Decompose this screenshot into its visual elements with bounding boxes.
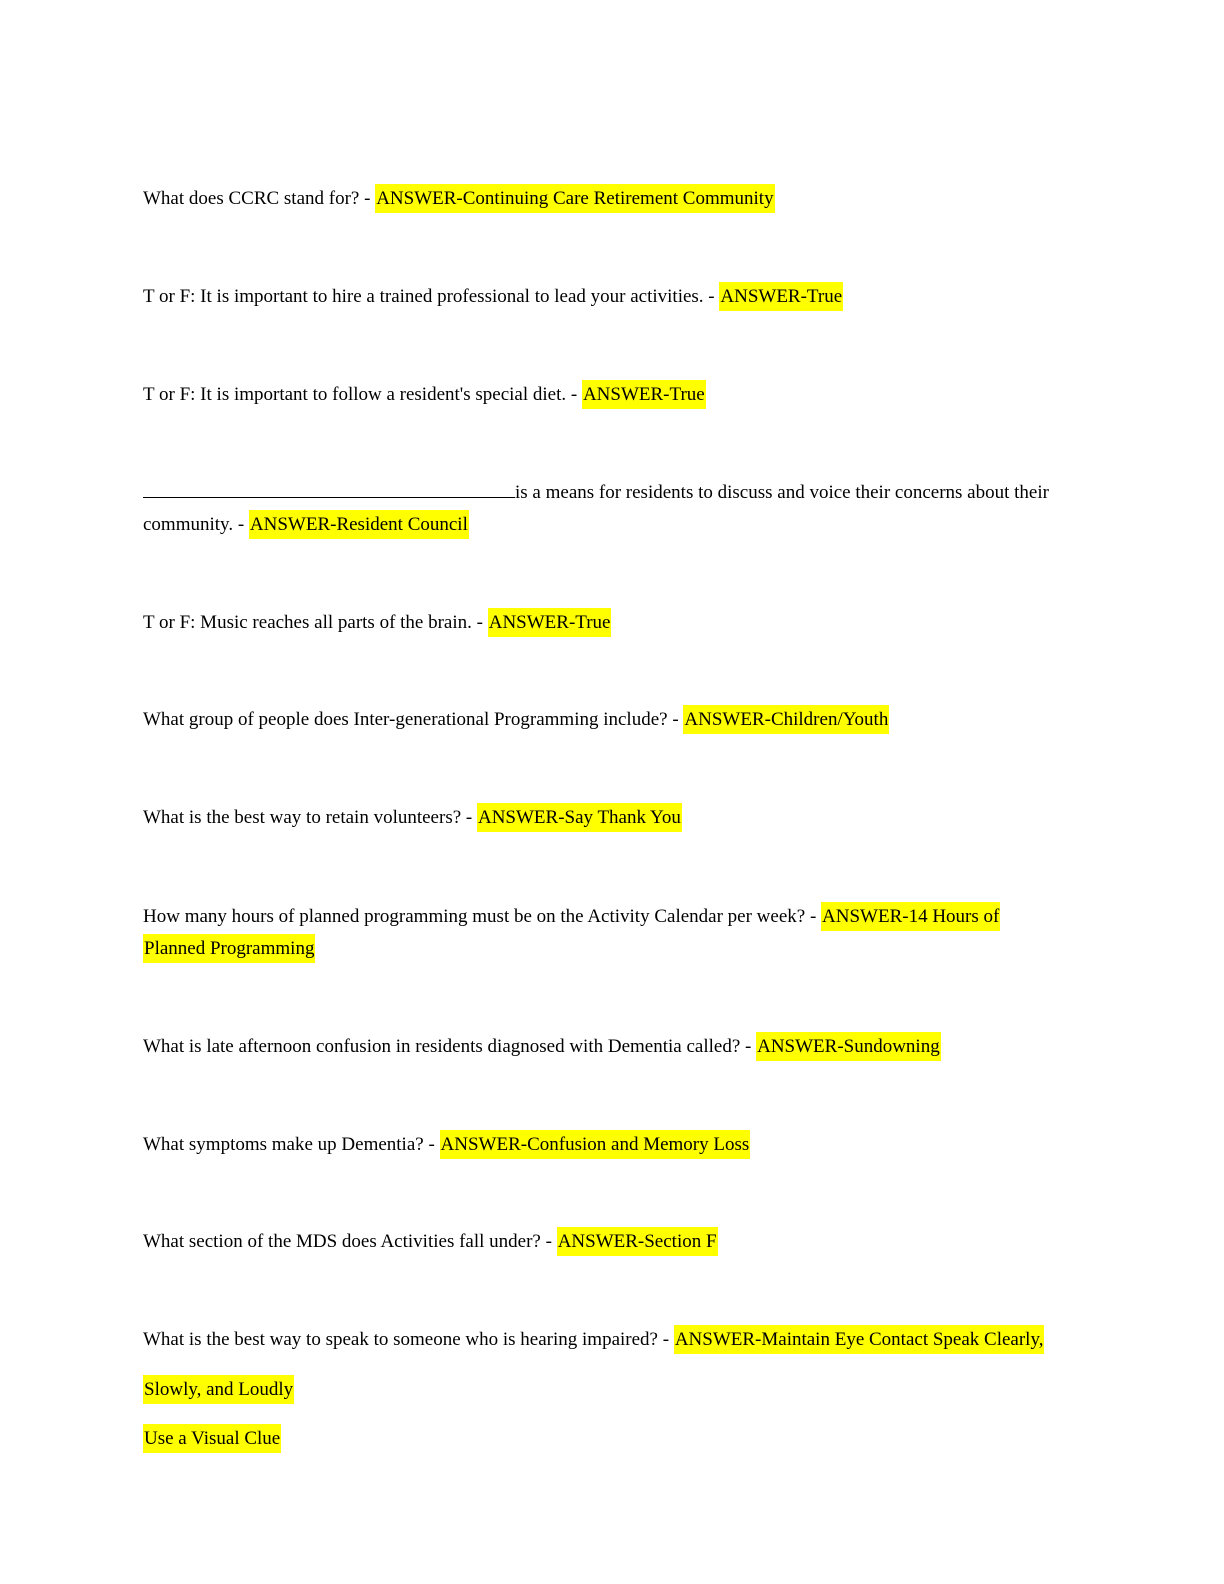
qa-item-10 [143, 1129, 1053, 1161]
question-text: T or F: Music reaches all parts of the brain. - [143, 612, 488, 633]
question-text: What symptoms make up Dementia? - [143, 1134, 440, 1155]
answer-highlight: ANSWER-True [582, 380, 706, 409]
answer-highlight: ANSWER-Confusion and Memory Loss [440, 1130, 751, 1159]
fill-in-blank-line [143, 477, 515, 498]
qa-item-12 [143, 1315, 1053, 1464]
answer-highlight: ANSWER-Say Thank You [477, 803, 682, 832]
question-text: How many hours of planned programming must be on the Activity Calendar per week? - [143, 906, 822, 927]
answer-highlight: ANSWER-Maintain Eye Contact Speak Clearly, Slowly, and Loudly [143, 1325, 1044, 1404]
qa-item-8 [143, 901, 1053, 965]
answer-highlight: ANSWER-14 Hours of Planned Programming [143, 902, 1000, 963]
answer-highlight: ANSWER-True [488, 608, 612, 637]
answer-highlight-extra: Use a Visual Clue [143, 1424, 281, 1453]
answer-highlight: ANSWER-Children/Youth [683, 705, 889, 734]
question-text: What is late afternoon confusion in residents diagnosed with Dementia called? - [143, 1036, 757, 1057]
qa-item-3 [143, 379, 1053, 411]
question-text: T or F: It is important to hire a trained professional to lead your activities. - [143, 286, 720, 307]
answer-highlight: ANSWER-Resident Council [249, 510, 469, 539]
question-text: What is the best way to speak to someone who is hearing impaired? - [143, 1329, 674, 1350]
question-text: What is the best way to retain volunteers? - [143, 807, 477, 828]
qa-item-6 [143, 704, 1053, 736]
qa-item-1 [143, 183, 1053, 215]
qa-item-9 [143, 1031, 1053, 1063]
question-text: What group of people does Inter-generational Programming include? - [143, 709, 684, 730]
qa-item-7 [143, 802, 1053, 834]
qa-item-2 [143, 281, 1053, 313]
question-text: is a means for residents to discuss and voice their concerns about their community. - [143, 482, 1049, 535]
qa-item-11 [143, 1226, 1053, 1258]
question-text: What section of the MDS does Activities fall under? - [143, 1231, 557, 1252]
answer-extra-line [143, 1414, 1053, 1464]
qa-item-5 [143, 607, 1053, 639]
qa-item-4 [143, 477, 1053, 541]
question-text: What does CCRC stand for? - [143, 188, 376, 209]
answer-highlight: ANSWER-Continuing Care Retirement Community [375, 184, 774, 213]
question-text: T or F: It is important to follow a resident's special diet. - [143, 384, 582, 405]
answer-highlight: ANSWER-Sundowning [756, 1032, 941, 1061]
answer-highlight: ANSWER-True [719, 282, 843, 311]
answer-highlight: ANSWER-Section F [557, 1227, 718, 1256]
